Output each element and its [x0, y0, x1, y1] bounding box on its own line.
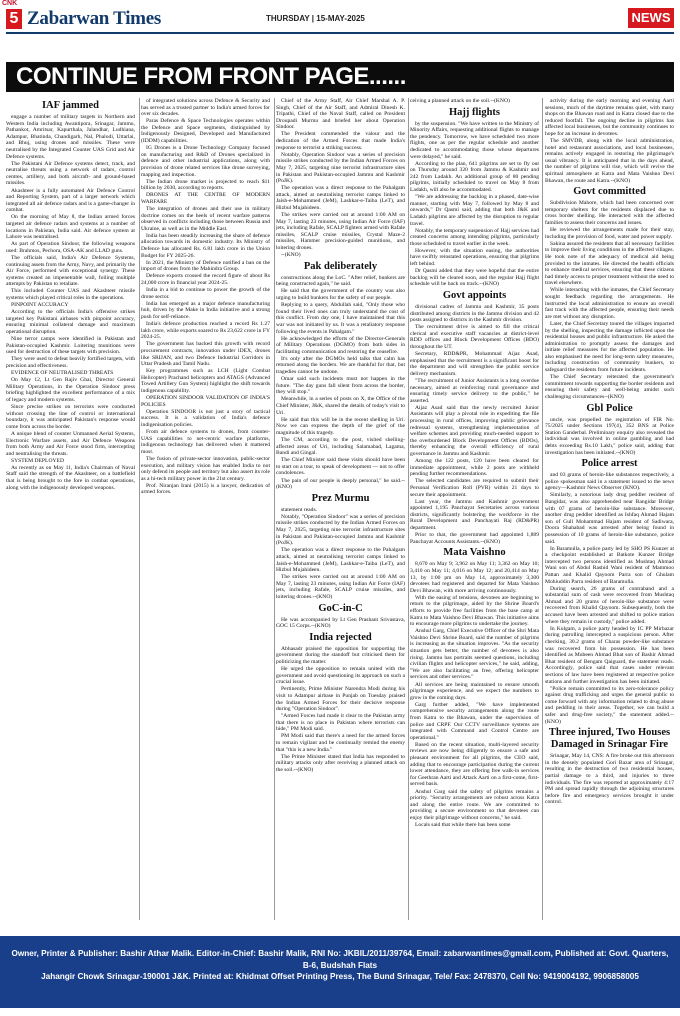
article-paragraph: He urged the opposition to remain united with the government and avoid questioning its approach on such a crucial issue.	[276, 666, 405, 686]
article-paragraph: They were used to defeat heavily fortified targets, with precision and effectiveness.	[6, 356, 135, 369]
column-1	[6, 98, 135, 920]
banner-title: CONTINUE FROM FRONT PAGE......	[16, 63, 406, 90]
article-paragraph: Paras Defence & Space Technologies operates within the Defence and Space segments, distinguished by Indigenously Designed, Developed and Manufactured (IDDM) capabilities.	[141, 118, 270, 145]
article-paragraph: Meanwhile, in a series of posts on X, the Office of the Chief Minister, J&K, shared the details of today's visit to Uri.	[276, 396, 405, 416]
article-paragraph: Locals said that while there has been some	[415, 821, 511, 828]
article-paragraph: Notably, the temporary suspension of Hajj services had created concerns among intending pilgrims, particularly those scheduled to travel earlier in the week.	[410, 227, 539, 247]
article-text: ceiving a planned attack on the soil.--(KNO)	[410, 98, 510, 104]
article-paragraph: of integrated solutions across Defence & Security and has served as a trusted partner to India's armed forces for over six decades.	[141, 98, 270, 118]
article-paragraph: While interacting with the inmates, the Chief Secretary sought feedback regarding the arrangements. He instructed the local administration to ensure an overall fast track with the affected people, ensuring their needs are met without any disruption.	[545, 287, 674, 320]
article-columns	[6, 98, 674, 920]
article-paragraph: Pertinently, Prime Minister Narendra Modi during his visit to Adampur airbase in Punjab on Tuesday praised the Indian Armed Forces for their decisive response during "Operation Sindoor".	[276, 686, 405, 713]
article-paragraph: He said that the government of the country was also urging to build bunkers for the safety of our people.	[276, 288, 405, 302]
article-paragraph: Sakina assured the residents that all necessary facilities to improve their living conditions in the affected villages. He took note of the adequacy of medical aid being provided to the inmates. He directed the health officials to enhance medical services, ensuring that these citizens had timely access to proper treatment without the need to travel elsewhere.	[545, 240, 674, 287]
article-paragraph: The fusion of private-sector innovation, public-sector execution, and military vision has enabled India to not only defend its people and territory but also assert its role as a hi-tech military power in the 21st century.	[141, 455, 270, 482]
article-headline: India rejected	[309, 631, 372, 643]
article-paragraph: SYSTEM DEPLOYED	[11, 457, 64, 464]
article-paragraph: As recently as on May 11, India's Chairman of Naval Staff said the strength of the Akashteer, on a battlefield that is being brought to the fore in combat operations, along with the indigenously developed weapons.	[6, 464, 135, 491]
article-paragraph: and 03 grams of heroin-like substances respectively, a police spokesman said in a statement issued to the news agency—Kashmir News Observer (KNO).	[545, 472, 674, 492]
article-paragraph: Anshul Garg, Chief Executive Officer of the Shri Mata Vaishno Devi Shrine Board, said the number of pilgrims is increasing as the situation improves. "As the security situation gets better, the number of devotees is also rising. Jammu has portraits seemed questions, including civilian flights and helicopter services," he said, adding, "We are also facilitating an free, offering helicopter services and other services."	[410, 628, 539, 681]
article-paragraph: The government has backed this growth with record procurement contracts, innovation under iDEX, drones like SRIJAN, and two Defence Industrial Corridors in Uttar Pradesh and Tamil Nadu.	[141, 341, 270, 368]
section-label: NEWS	[628, 8, 674, 28]
article-paragraph: On the morning of May 8, the Indian armed forces targeted air defence radars and systems at a number of locations in Pakistan, India said. Air defence system at Lahore was neutralised.	[6, 214, 135, 241]
article-paragraph: Based on the recent situation, multi-layered security reviews are now being diligently to ensure a safe and pleasant environment for all pilgrims, the CEO said, adding that to encourage participation during the current lower attendance, they are offering free walk-in services for Geethran Aarti and Attack Aarti on a first-come, first-served basis.	[410, 741, 539, 788]
newspaper-masthead: Zabarwan Times	[27, 8, 161, 29]
article-paragraph: Replying to a query, Abdullah said, "Only those who found their lived ones can truly understand the cost of this conflict. From day one, I have maintained that this war was not initiated by us. It was a retaliatory response following the events in Pahalgam."	[276, 302, 405, 335]
page-header	[0, 8, 680, 30]
article-paragraph: Notably, "Operation Sindoor" was a series of precision missile strikes conducted by the Indian Armed Forces on May 7, 2025, targeting nine terrorist infrastructure sites in Pakistan and Pakistan-occupied Jammu and Kashmir (PoJK).	[276, 513, 405, 547]
article-headline: Hajj flights	[448, 106, 501, 118]
article-paragraph: Nine terror camps were identified in Pakistan and Pakistan-occupied Kashmir. Loitering munitions were used for destruction of these targets with precision.	[6, 336, 135, 356]
article-paragraph: The pain of our people is deeply personal," he said.--(KNO)	[276, 477, 405, 491]
article-paragraph: IG Drones is a Drone Technology Company focused on manufacturing and R&D of Drones specialized in defence and other industrial applications, along with provision of drone related services like drone surveying, mapping and inspection.	[141, 145, 270, 178]
imprint-footer	[0, 936, 680, 1008]
article-paragraph: Aijaz Asad said that the newly recruited Junior Assistants will play a pivotal role in expediting the file processing in rural offices, improving public grievance redressal systems, strengthening implementation of welfare schemes and providing much-needed support to the overburdened Block Development Offices (BDOs), thereby enhancing the overall efficiency of rural governance in Jammu and Kashmir.	[410, 404, 539, 457]
column-4	[410, 98, 539, 920]
article-paragraph: constructions along the LoC. "After relief, bunkers are being constructed again," he said.	[276, 274, 405, 288]
article-paragraph: All services are being maintained to ensure smooth pilgrimage experience, and we expect the numbers to grow in the coming days.	[410, 681, 539, 701]
article-paragraph: Key programmes such as LCH (Light Combat Helicopter) Prachand helicopters and ATAGS (Advanced Towed Artillery Gun System) highlight the shift towards indigenous capability.	[141, 368, 270, 395]
article-paragraph: A unique blend of counter Unmanned Aerial Systems, Electronic Warfare assets, and Air Defence Weapons from both Army and Air Force stood firm, intercepting and neutralising the threats.	[6, 430, 135, 457]
article-paragraph: He said that this will be in the recent shelling in Uri. Now we can express the depth of the grief of the magnitude of this tragedy.	[276, 416, 405, 436]
article-paragraph: 8,670 on May 9; 3,962 on May 11; 3,362 on May 10; 3,410 on May 11; 4,016 on May 12; and 20,414 on May 13, by 1:00 pm on May 14, approximately 3,300 devotees had registered and departed for Mata Vaishno Devi Bhawan, with more arriving continuously.	[410, 561, 539, 594]
article-headline: Three injured, Two Houses Damaged in Srinagar Fire	[548, 727, 671, 751]
article-paragraph: In Kulgam, a police party headed by IC PP Mirbazar during patrolling intercepted a suspicious person. After checking, 30.2 grams of Charas powder-like substance was recovered from his possession. He has been identified as Mubeen Ahmad Bhat son of Bashir Ahmad Bhat resident of Bengam Qaiguard, the statement reads. Accordingly, police said that cases under relevant sections of law have been registered at respective police stations and further investigation has been initiated.	[545, 625, 674, 685]
article-paragraph: The CM, according to the post, visited shelling-affected areas of Uri, including Salamabad, Lagama, Bandi and Gingal.	[276, 437, 405, 457]
article-paragraph: The Chief Minister said these visits should have been to start on a tour, to speak of development — not to offer condolences.	[276, 457, 405, 477]
article-paragraph: Akashteer is a fully automated Air Defence Control and Reporting System, part of a larger network which integrated all air defence radars and is a game-changer in combat.	[6, 187, 135, 214]
article-paragraph: In Baramulla, a police party led by SHO PS Kunzer at a checkpoint established at Batkote Kunzer Bridge intercepted two persons identified as Mushtaq Ahmad Wani son of Abdul Rashid Wani resident of Mammoo Pattan and Khalid Qayoom Parra son of Ghulam Mohiuddin Parra resident of Baramulla.	[545, 545, 674, 585]
article-paragraph: uncle, was propelled the registration of FIR No. 75/2025 under Sections 197(4), 352 BNS at Police Station Ganderbal. Preliminary enquiry also revealed the individual was involved in online gambling and had debts exceeding Rs.10 Lakh," police said, adding that investigation has been initiated.--(KNO)	[545, 416, 674, 456]
article-paragraph: Since precise strikes on terrorists were conducted without crossing the line of control or international boundary, it was anticipated Pakistan's response would come from across the border.	[6, 404, 135, 430]
article-paragraph: Subdivision Mahore, which had been concerned over temporary shelters for the residents displaced due to cross border shelling. He interacted with the affected families to assess their concerns and issues.	[545, 200, 674, 226]
article-paragraph: "We are addressing the backlog in a phased, date-wise manner, starting with May 7, followed by May 8 and onwards," Dr Qasmi said, adding that both J&K and Ladakh pilgrims are affected by the disruption to regular travel.	[410, 194, 539, 227]
column-3	[276, 98, 405, 920]
article-paragraph: PINPOINT ACCURACY	[11, 302, 69, 309]
article-paragraph: Prior to that, the government had appointed 1,889 Panchayat Accounts Assistants.--(KNO)	[410, 532, 539, 545]
article-paragraph: However, with the situation easing, the authorities have swiftly reinstated operations, ensuring that pilgrims left behind.	[410, 247, 539, 268]
article-paragraph: Srinagar, May 14, CNS: A fire broke out this afternoon in the densely populated Gori Bazar area of Srinagar, resulting in the destruction of two residential houses, partial damage to a third, and injuries to three individuals. The fire was reported at approximately 4:17 PM and spread rapidly through the adjoining structures before fire and emergency services brought it under control.	[545, 753, 674, 806]
article-paragraph: Prof. Niranjan Irani (2015) is a lawyer, dedication of armed forces.	[141, 482, 270, 496]
article-paragraph: The Indian drone market is projected to reach $11 billion by 2030, according to reports.	[141, 178, 270, 192]
article-paragraph: The strikes were carried out at around 1:00 AM on May 7, lasting 23 minutes, using Indian Air Force (IAF) jets, including Rafale, SCALP fighters armed with Rafale missiles, SCALP cruise missiles, Crystal Maze-2 missiles, Hammer precision-guided munitions, and loitering drones.	[276, 212, 405, 252]
article-paragraph: "Police remain committed to its zero-tolerance policy against drug trafficking and urges the general public to come forward with any information related to drug abuse and peddling in their areas. Together, we can build a safer and drug-free society," the statement added.--(KNO)	[545, 685, 674, 725]
column-divider	[274, 98, 275, 920]
article-paragraph: According to the plan, 641 pilgrims are set to fly out on Thursday around 320 from Jammu & Kashmir and 242 from Ladakh. An additional group of 80 pending pilgrims, initially scheduled to travel on May 8 from Ladakh, will also be accommodated.	[410, 160, 539, 194]
header-rule	[6, 32, 674, 34]
article-paragraph: Dr Qasmi added that they were hopeful that the entire backlog will be cleared soon, and the regular Hajj flight schedule will be back on track.--(KNO)	[410, 268, 539, 288]
article-paragraph: He was accompanied by Lt Gen Prashant Srivastava, GOC 15 Corps.--(KNO)	[276, 616, 405, 630]
section-banner	[6, 62, 674, 92]
article-paragraph: As part of Operation Sindoor, the following weapons used: Brahmos, Pechora, OSA-AK and LLAD guns.	[6, 241, 135, 254]
article-paragraph: India in a bid to continue to power the growth of the drone sector.	[141, 287, 270, 300]
article-paragraph: Chief of the Army Staff, Air Chief Marshal A. P. Singh, Chief of the Air Staff, and Admiral Dinesh K. Tripathi, Chief of the Naval Staff, called on President Droupadi Murmu and briefed her about Operation Sindoor.	[276, 98, 405, 131]
article-paragraph: According to the officials India's offensive strikes targeted key Pakistani airbases with pinpoint accuracy, ensuring minimal collateral damage and maximum operational disruption.	[6, 309, 135, 335]
article-headline: Govt appoints	[442, 289, 507, 301]
article-paragraph: India's defence production reached a record Rs 1.27 lakh crore, while exports soared to Rs 23,622 crore in FY 2024-25.	[141, 321, 270, 341]
article-paragraph: Defence exports crossed the record figure of about Rs 24,000 crore in financial year 2024-25.	[141, 273, 270, 287]
article-paragraph: "The recruitment of Junior Assistants is a long overdue necessary, aimed at reinforcing rural governance and ensuring timely service delivery to the public," he asserted.	[410, 377, 539, 404]
article-paragraph: Last year, the Jammu and Kashmir government appointed 1,195 Panchayat Secretaries across various districts, significantly bolstering the workforce in the Rural Development and Panchayati Raj (RD&PR) department.	[410, 498, 539, 532]
article-paragraph: The strikes were carried out at around 1:00 AM on May 7, lasting 23 minutes, using Indian Air Force (IAF) jets, including Rafale, SCALP cruise missiles, and loitering drones.--(KNO)	[276, 574, 405, 600]
article-paragraph: During search, 26 grams of contraband and a substantial sum of cash were recovered from Mushtaq Ahmad and 20 grams of heroin-like substance were recovered from Khalid Qayoom. Subsequently, both the accused have been arrested and shifted to police station where they remain in custody," police added.	[545, 585, 674, 625]
article-headline: Mata Vaishno	[443, 547, 506, 559]
article-paragraph: The recruitment drive is aimed to fill the critical clerical and executive staff vacancies at district-level RDD offices and Block Development Offices (BDO) throughout the UT.	[410, 324, 539, 350]
issue-date: THURSDAY | 15-MAY-2025	[266, 14, 365, 23]
article-paragraph: EVIDENCE OF NEUTRALISED THREATS	[11, 370, 114, 377]
article-paragraph: Similarly, a notorious lady drug peddler resident of Bangidar, was also apprehended near Bangidar Bridge with 07 grams of heroin-like substance. Moreover, another drug peddler identified as Ishfaq Ahmad Hajam son of Gull Mohammad Hajam resident of Sadiwara, Doora Shahabad was arrested after being found in possession of 10 grams of heroin-like substance, police said.	[545, 492, 674, 545]
cnk-logo: CNK	[2, 0, 18, 7]
article-paragraph: This included Counter UAS and Akashteer missile systems which played critical roles in the operations.	[6, 288, 135, 302]
article-paragraph: by the suspension. "We have written to the Ministry of Minority Affairs, requesting additional flights to manage the pendency. Tomorrow, we have scheduled two more flights, one as per the regular schedule and another dedicated to accommodating those whose departures were delayed," he said.	[410, 120, 539, 160]
article-paragraph: The Chief Secretary reiterated the government's commitment towards supporting the border residents and ensuring their safety and well-being amidst such challenging circumstances--(KNO)	[545, 374, 674, 400]
article-paragraph: Omar said such incidents must not happen in the future. "The day guns fall silent from across the border, they will stop."	[276, 376, 405, 396]
article-paragraph: The operation was a direct response to the Pahalgam attack, aimed at neutralising terrorist camps linked to Jaish-e-Mohammed (JeM), Lashkar-e-Taiba (LeT), and Hizbul Mujahideen.	[276, 547, 405, 574]
article-paragraph: The SMVDB, along with the local administration, hotel and restaurant associations, and local businesses, remains actively engaged in restoring the pilgrimage's usual vibrancy. It is anticipated that in the days ahead, the number of pilgrims will rise, which will revive the spiritual atmosphere at Katra and Mata Vaishno Devi Bhawan, the route and Katra.--(KNO)	[545, 138, 674, 184]
article-paragraph: Operation SINDOOR is not just a story of tactical success. It is a validation of India's defence indigenisation policies.	[141, 408, 270, 428]
page-number: 5	[6, 9, 22, 29]
article-paragraph: DRONES AT THE CENTRE OF MODERN WARFARE	[141, 192, 270, 205]
article-paragraph: OPERATION SINDOOR VALIDATION OF INDIA'S POLICIES	[141, 395, 270, 408]
article-headline: Pak deliberately	[303, 260, 378, 272]
article-paragraph: It's only after the DGMOs held talks that calm has returned along the borders. We are thankful for that, but tragedies cannot be undone.	[276, 355, 405, 376]
article-paragraph: The Pakistani Air Defence systems detect, track, and neutralise threats using a network of radars, control centres, artillery, and both aircraft- and ground-based missiles.	[6, 160, 135, 187]
article-paragraph: statement reads.	[281, 506, 318, 513]
article-paragraph: From air defence systems to drones, from counter-UAS capabilities to net-centric warfare platforms, indigenous technology has delivered when it mattered most.	[141, 429, 270, 455]
article-paragraph: Anshul Garg said the safety of pilgrims remains a priority. "Security arrangements are robust across Katra and along the entire route. We are committed to providing a secure environment so that devotees can enjoy their pilgrimage without concerns," he said.	[410, 788, 539, 821]
article-paragraph: On May 12, Lt Gen Rajiv Ghai, Director General Military Operations, in the Operation Sindoor press briefing highlighted the excellent performance of a mix of legacy and modern systems.	[6, 377, 135, 403]
article-paragraph: The Prime Minister stated that India has responded to military attacks only after receiving a planned attack on the soil.--(KNO)	[276, 753, 405, 773]
column-5	[545, 98, 674, 920]
imprint-line-1: Owner, Printer & Publisher: Bashir Athar Malik. Editor-in-Chief: Bashir Malik, RNI No: JKBIL/2011/39764, Email: zabarwantimes@gmail.com, Published at: Govt. Quarters, B-6, Budshah Flats	[11, 949, 669, 970]
article-paragraph: Notably, Operation Sindoor was a series of precision missile strikes conducted by the Indian Armed Forces on May 7, 2025, targeting nine terrorist infrastructure sites in Pakistan and Pakistan-occupied Jammu and Kashmir (PoJK).	[276, 151, 405, 185]
column-divider	[542, 98, 543, 920]
article-paragraph: Garg further added, "We have implemented comprehensive security arrangements along the route from Katra to the Bhawan, under the supervision of police and CRPF. Our CCTV surveillance systems are integrated with Command and Control Centre are operational."	[410, 701, 539, 741]
article-paragraph: activity during the early morning and evening Aarti sessions, much of the daytime remains quiet, with many shops on the Bhawan road and in Katra closed due to the reduced footfall. The ongoing decline in pilgrims has affected local businesses, but the community continues to hope for an increase in devotees.	[545, 98, 674, 137]
column-divider	[408, 98, 409, 920]
article-paragraph: Abhasadr praised the opposition for supporting the government during the standoff but criticised them for politicizing the matter.	[276, 645, 405, 665]
article-paragraph: With the easing of tensions, devotees are beginning to return to the pilgrimage, aided by the Shrine Board's efforts to provide free facilities from the base camp at Katra to Mata Vaishno Devi Bhawan. This initiative aims to encourage more pilgrims to undertake the journey.	[410, 594, 539, 628]
article-paragraph: India has been steadily increasing the share of defence allocation towards its domestic industry. Its Ministry of Defence has allocated Rs. 6.81 lakh crore in the Union Budget for FY 2025-26.	[141, 232, 270, 259]
article-paragraph: He reviewed the arrangements made for their stay, including the provision of food, water and power supply.	[545, 227, 674, 240]
imprint-line-2: Jahangir Chowk Srinagar-190001 J&K. Printed at: Khidmat Offset Printing Press, The Bund Srinagar, Tele/ Fax: 2478370, Cell No: 9419004192, 9906858005	[41, 972, 639, 981]
article-paragraph: The officials said, India's Air Defence Systems, continuing assets from the Army, Navy, and primarily the Air Force, performed with exceptional synergy. These systems created an impenetrable wall, foiling multiple attempts by Pakistan to retaliate.	[6, 254, 135, 288]
article-paragraph: Later, the Chief Secretary toured the villages impacted by the shelling, inspecting the damage inflicted upon the residential houses and public infrastructure. He asked the administration to promptly assess the damages and initiate relief measures for the affected population. He also emphasised the need for long-term safety measures, including construction of community bunkers, to safeguard the residents from future incidents.	[545, 320, 674, 374]
article-headline: Prez Murmu	[311, 492, 370, 504]
article-paragraph: The integration of drones and their use in military doctrine comes on the heels of recent warfare patterns observed in conflicts including those between Russia and Ukraine, as well as in the Middle East.	[141, 206, 270, 232]
bottom-strip	[0, 1008, 680, 1016]
article-paragraph: "Armed Forces had made it clear to the Pakistan army that there is no place in Pakistan where terrorists can hide," PM Modi said.	[276, 713, 405, 733]
article-headline: Police arrest	[581, 458, 638, 470]
article-headline: GoC-in-C	[318, 602, 363, 614]
article-paragraph: The selected candidates are required to submit their Personal Verification Roll (PVR) within 21 days to secure their appointment.	[410, 478, 539, 498]
article-headline: Gbl Police	[586, 402, 633, 414]
article-paragraph: divisional cadres of Jammu and Kashmir, 35 posts distributed among districts in the Jammu division and 42 posts assigned to districts in the Kashmir division.	[410, 303, 539, 324]
article-headline: Govt committed	[573, 186, 646, 198]
article-paragraph: --(KNO)	[281, 252, 301, 259]
article-paragraph: In 2021, the Ministry of Defence notified a ban on the import of drones from the Mahindra Group.	[141, 259, 270, 273]
article-paragraph: Among the 122 posts, 120 have been cleared for immediate appointment, while 2 posts are withheld pending further recommendations.	[410, 458, 539, 478]
article-paragraph: Secretary, RDD&PR, Mohammad Aijaz Asad, emphasised that the recruitment is a significant boost for the department and will strengthen the public service delivery mechanism.	[410, 351, 539, 377]
column-divider	[139, 98, 140, 920]
column-2	[141, 98, 270, 920]
article-headline: IAF jammed	[41, 100, 100, 111]
article-paragraph: The President commended the valour and the dedication of the Armed Forces that made India's response to terrorist a striking success.	[276, 131, 405, 151]
article-paragraph: PM Modi said that there's a need for the armed forces to remain vigilant and be continually remind the enemy that "this is a new India."	[276, 733, 405, 753]
article-paragraph: India has emerged as a major defence manufacturing hub, driven by the Make in India initiative and a strong push for self-reliance.	[141, 300, 270, 320]
top-strip	[0, 0, 680, 8]
article-paragraph: engage a number of military targets in Northern and Western India including Awantipora, Srinagar, Jammu, Pathankot, Amritsar, Kapurthala, Jalandhar, Ludhiana, Adampur, Bhatinda, Chandigarh, Nal, Phalodi, Uttarlai, and Bhuj, using drones and missiles. These were neutralised by the Integrated Counter UAS Grid and Air Defence systems.	[6, 114, 135, 160]
article-paragraph: The operation was a direct response to the Pahalgam attack, aimed at neutralising terrorist camps linked to Jaish-e-Mohammed (JeM), Lashkar-e-Taiba (LeT), and Hizbul Mujahideen.	[276, 185, 405, 211]
article-paragraph: He acknowledged the efforts of the Director-Generals of Military Operations (DGMO) from both sides in facilitating communication and restoring the ceasefire.	[276, 335, 405, 355]
